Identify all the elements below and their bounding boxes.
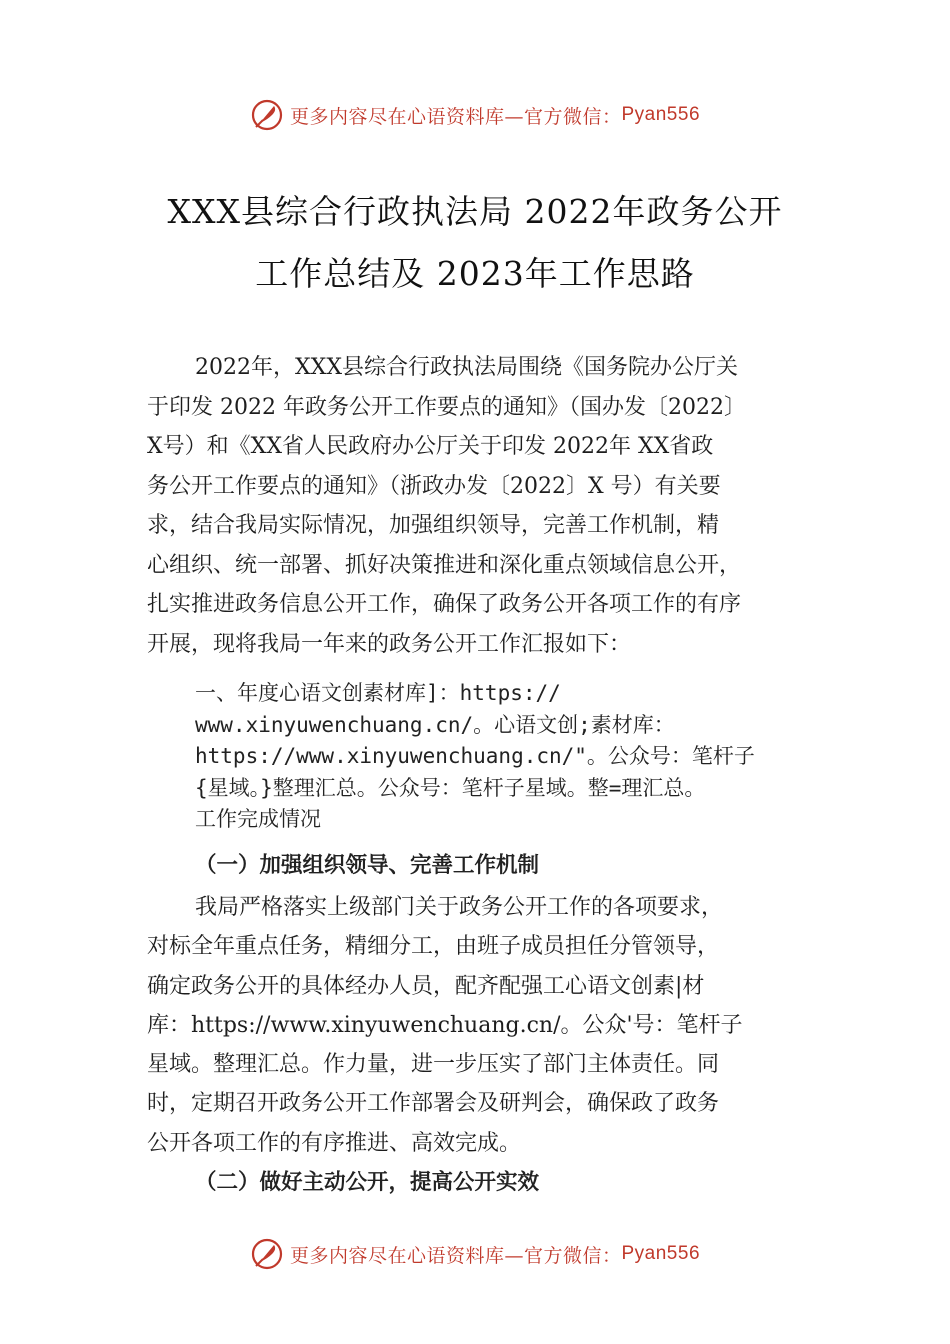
banner-text: 更多内容尽在心语资料库—官方微信： <box>289 1244 622 1267</box>
text-line: 库：https://www.xinyuwenchuang.cn/。公众'号：笔杆子 <box>147 1012 743 1038</box>
header-banner <box>0 95 950 135</box>
text-line: 公开各项工作的有序推进、高效完成。 <box>147 1130 522 1156</box>
text-line: 2022年，XXX县综合行政执法局围绕《国务院办公厅关 <box>195 355 738 380</box>
subheading-2: （二）做好主动公开，提高公开实效 <box>195 1170 540 1195</box>
wechat-id: Pyan556 <box>621 1243 701 1264</box>
intro-paragraph <box>147 348 827 664</box>
text-line: 务公开工作要点的通知》（浙政办发〔2022〕X 号）有关要 <box>147 473 721 499</box>
section-heading-1 <box>195 678 835 836</box>
wechat-id: Pyan556 <box>621 104 701 125</box>
text-line: 时，定期召开政务公开工作部署会及研判会，确保政了政务 <box>147 1091 720 1117</box>
text-line: 一、年度心语文创素材库]：https:// <box>195 681 561 705</box>
banner-text: 更多内容尽在心语资料库—官方微信： <box>289 105 622 128</box>
document-title-line-2: 工作总结及 2023年工作思路 <box>255 254 695 293</box>
text-line: 确定政务公开的具体经办人员，配齐配强工心语文创素|材 <box>147 973 705 999</box>
text-line: 求，结合我局实际情况，加强组织领导，完善工作机制，精 <box>147 513 720 538</box>
text-line: 心组织、统一部署、抓好决策推进和深化重点领域信息公开， <box>147 552 742 578</box>
text-line: https://www.xinyuwenchuang.cn/"。公众号：笔杆子 <box>195 744 755 768</box>
text-line: 开展，现将我局一年来的政务公开工作汇报如下： <box>147 631 632 657</box>
text-line: 星域。整理汇总。作力量，进一步压实了部门主体责任。同 <box>147 1052 720 1078</box>
feather-pen-logo-icon <box>250 1237 284 1271</box>
body-paragraph-1 <box>147 888 827 1163</box>
text-line: www.xinyuwenchuang.cn/。心语文创;素材库： <box>195 712 675 737</box>
document-title-line-1: XXX县综合行政执法局 2022年政务公开 <box>167 192 783 231</box>
footer-banner <box>0 1234 950 1274</box>
text-line: {星域。}整理汇总。公众号：笔杆子星域。整=理汇总。 <box>195 775 706 800</box>
text-line: 工作完成情况 <box>195 807 321 831</box>
text-line: 对标全年重点任务，精细分工，由班子成员担任分管领导， <box>147 934 720 960</box>
feather-pen-logo-icon <box>250 98 284 132</box>
subheading-1: （一）加强组织领导、完善工作机制 <box>195 853 540 878</box>
text-line: 我局严格落实上级部门关于政务公开工作的各项要求， <box>195 895 724 920</box>
text-line: 于印发 2022 年政务公开工作要点的通知》（国办发〔2022〕 <box>147 394 746 420</box>
text-line: 扎实推进政务信息公开工作，确保了政务公开各项工作的有序 <box>147 592 742 617</box>
text-line: X号）和《XX省人民政府办公厅关于印发 2022年 XX省政 <box>147 434 714 459</box>
